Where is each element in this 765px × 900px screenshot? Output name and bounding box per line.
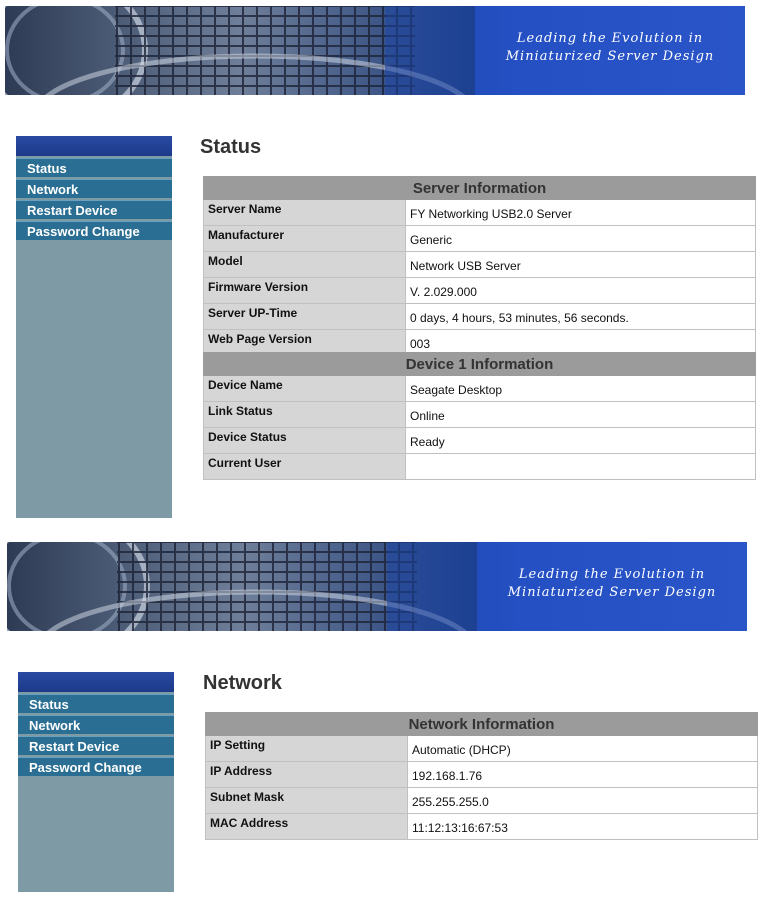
row-value: V. 2.029.000 (406, 278, 756, 304)
row-value: Online (406, 402, 756, 428)
row-value: 192.168.1.76 (408, 762, 758, 788)
row-label: Manufacturer (204, 226, 406, 252)
row-value: FY Networking USB2.0 Server (406, 200, 756, 226)
table-row (206, 762, 758, 788)
row-label: IP Address (206, 762, 408, 788)
row-value: Seagate Desktop (406, 376, 756, 402)
nav-item-network[interactable]: Network (16, 179, 172, 198)
table-row (206, 814, 758, 840)
nav-item-status[interactable]: Status (16, 158, 172, 177)
nav-item-password-change[interactable]: Password Change (18, 757, 174, 776)
row-value: 003 (406, 330, 756, 356)
row-label: Firmware Version (204, 278, 406, 304)
table-row (206, 736, 758, 762)
table-row (204, 428, 756, 454)
sidebar-header-bar (16, 136, 172, 156)
row-label: Device Name (204, 376, 406, 402)
tagline-line-1: Leading the Evolution in (516, 31, 704, 46)
sidebar-nav (16, 136, 172, 518)
table-header: Network Information (206, 713, 758, 736)
header-banner (5, 6, 745, 95)
device-information-table (203, 352, 756, 480)
row-label: Subnet Mask (206, 788, 408, 814)
header-banner (7, 542, 747, 631)
row-label: Web Page Version (204, 330, 406, 356)
sidebar-header-bar (18, 672, 174, 692)
row-value (406, 454, 756, 480)
page-title: Network (203, 672, 282, 694)
table-row (204, 252, 756, 278)
row-value: 11:12:13:16:67:53 (408, 814, 758, 840)
row-label: Link Status (204, 402, 406, 428)
row-label: Server UP-Time (204, 304, 406, 330)
tagline-line-2: Miniaturized Server Design (505, 49, 715, 64)
row-label: Device Status (204, 428, 406, 454)
nav-item-password-change[interactable]: Password Change (16, 221, 172, 240)
row-value: 255.255.255.0 (408, 788, 758, 814)
table-row (206, 788, 758, 814)
row-label: Current User (204, 454, 406, 480)
row-value: Network USB Server (406, 252, 756, 278)
network-screen (0, 536, 765, 900)
banner-tagline (475, 30, 745, 66)
row-label: Server Name (204, 200, 406, 226)
row-label: IP Setting (206, 736, 408, 762)
row-value: Ready (406, 428, 756, 454)
server-lens-banner-art (5, 6, 475, 95)
table-row (204, 278, 756, 304)
server-lens-banner-art (7, 542, 477, 631)
nav-item-restart-device[interactable]: Restart Device (16, 200, 172, 219)
table-row (204, 402, 756, 428)
table-header: Server Information (204, 177, 756, 200)
table-row (204, 304, 756, 330)
table-row (204, 376, 756, 402)
nav-item-restart-device[interactable]: Restart Device (18, 736, 174, 755)
nav-item-network[interactable]: Network (18, 715, 174, 734)
table-row (204, 226, 756, 252)
network-information-table (205, 712, 758, 840)
page-title: Status (200, 136, 262, 158)
sidebar-nav (18, 672, 174, 892)
tagline-line-2: Miniaturized Server Design (507, 585, 717, 600)
row-value: 0 days, 4 hours, 53 minutes, 56 seconds. (406, 304, 756, 330)
row-value: Automatic (DHCP) (408, 736, 758, 762)
table-header: Device 1 Information (204, 353, 756, 376)
row-value: Generic (406, 226, 756, 252)
banner-tagline (477, 566, 747, 602)
tagline-line-1: Leading the Evolution in (518, 567, 706, 582)
row-label: MAC Address (206, 814, 408, 840)
table-row (204, 454, 756, 480)
server-information-table (203, 176, 756, 356)
row-label: Model (204, 252, 406, 278)
table-row (204, 200, 756, 226)
nav-item-status[interactable]: Status (18, 694, 174, 713)
